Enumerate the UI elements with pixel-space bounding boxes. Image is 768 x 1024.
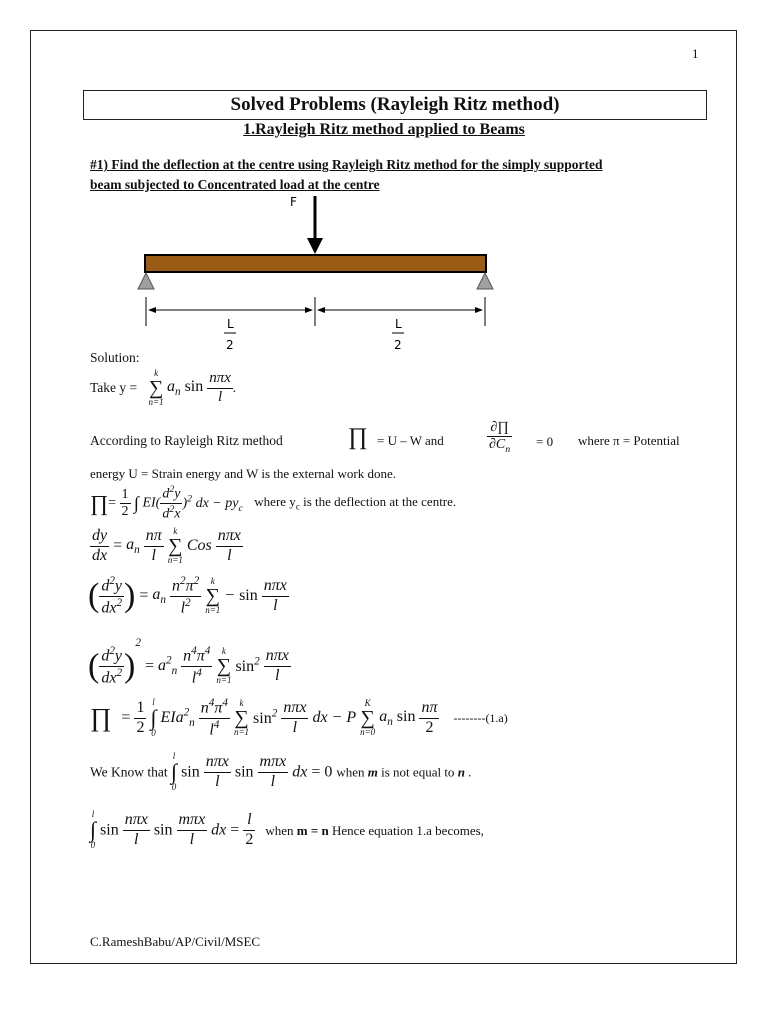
load-arrow-head bbox=[307, 238, 323, 254]
total-potential-symbol: ∏ bbox=[348, 424, 368, 450]
section-heading: 1.Rayleigh Ritz method applied to Beams bbox=[243, 121, 525, 138]
page-number: 1 bbox=[692, 46, 699, 61]
right-span-numerator: L bbox=[395, 317, 402, 331]
left-dim-arrow-l bbox=[148, 307, 156, 313]
left-dim-arrow-r bbox=[305, 307, 313, 313]
according-text: According to Rayleigh Ritz method bbox=[90, 433, 283, 448]
second-derivative-squared-equation: ( $\frac{d^2y}{dx^2}$ )$^2 = a^2_n$ $\frac{n^4\pi^4}{l^4}$ k ∑ n=1 $\sin^2$ $\frac{\text{nπx}}{l}$ bbox=[88, 637, 289, 687]
equation-tag: --------(1.a) bbox=[453, 710, 508, 725]
stationary-condition-row bbox=[90, 420, 710, 460]
left-pin-support bbox=[138, 273, 154, 289]
partial-derivative: ∂∏ $\partial C_n$ bbox=[489, 420, 511, 455]
right-span-denominator: 2 bbox=[394, 338, 402, 352]
problem-statement-line-1: #1) Find the deflection at the centre using Rayleigh Ritz method for the simply supported bbox=[90, 157, 603, 172]
orthogonality-integral-1: l ∫ 0 sin $\frac{\text{nπx}}{l}$ sin $\frac{\text{mπx}}{l}$ dx = 0 bbox=[171, 751, 333, 792]
left-span-numerator: L bbox=[227, 317, 234, 331]
problem-statement-line-2: beam subjected to Concentrated load at the centre bbox=[90, 177, 380, 192]
equals-zero: = 0 bbox=[536, 434, 554, 449]
right-dim-arrow-r bbox=[475, 307, 483, 313]
orthogonality-row-1 bbox=[90, 752, 471, 792]
solution-label: Solution: bbox=[90, 350, 140, 365]
trial-function-equation: k ∑ n=1 $a_n$ sin $\frac{\text{nπx}}{l}$ . bbox=[148, 368, 237, 407]
first-derivative-equation: $\frac{dy}{dx}$ = $a_n$ $\frac{n\pi}{l}$ k ∑ n=1 Cos $\frac{\text{nπx}}{l}$ bbox=[92, 526, 241, 565]
orthogonality-row-2 bbox=[90, 810, 484, 850]
load-label: F bbox=[290, 195, 297, 209]
potential-energy-equation-1a: ∏ = $\frac{1}{2}$ l ∫ 0 EIa$^2_n$ $\frac{n^4\pi^4}{l^4}$ k ∑ n=1 $\sin^2$ $\frac{\text{nπx}}{l}$ dx − P K ∑ n=0 $a_n$ sin $\frac{n\pi}{2}$ --------(1.a) bbox=[90, 697, 508, 739]
document-title: Solved Problems (Rayleigh Ritz method) bbox=[230, 94, 560, 115]
beam bbox=[145, 255, 486, 272]
trial-function-row bbox=[90, 369, 236, 407]
footer-author: C.RameshBabu/AP/Civil/MSEC bbox=[90, 934, 261, 949]
take-y-label: Take y = bbox=[90, 380, 138, 395]
u-minus-w: = U – W and bbox=[377, 433, 444, 448]
orthogonality-integral-2: l ∫ 0 sin $\frac{\text{nπx}}{l}$ sin $\frac{\text{mπx}}{l}$ dx = $\frac{l}{2}$ bbox=[90, 809, 254, 850]
left-span-denominator: 2 bbox=[226, 338, 234, 352]
second-derivative-equation: ( $\frac{d^2y}{dx^2}$ ) = $a_n$ $\frac{n^2\pi^2}{l^2}$ k ∑ n=1 − sin $\frac{\text{nπx}}{l}$ bbox=[88, 575, 287, 617]
we-know-label: We Know that bbox=[90, 764, 168, 780]
right-pin-support bbox=[477, 273, 493, 289]
equal-condition: when m = n Hence equation 1.a becomes, bbox=[265, 822, 484, 838]
beam-diagram bbox=[0, 0, 768, 360]
total-potential-expression: ∏= $\frac{1}{2}$ ∫ EI( $\frac{d^2y}{d^2x}$ )$^2$ dx − $py_c$ where $y_c$ is the deflection at the centre. bbox=[90, 484, 457, 522]
not-equal-condition: when m is not equal to n . bbox=[336, 764, 472, 780]
energy-definition-line: energy U = Strain energy and W is the external work done. bbox=[90, 466, 397, 481]
right-dim-arrow-l bbox=[317, 307, 325, 313]
centre-deflection-note: where $y_c$ is the deflection at the centre. bbox=[254, 494, 457, 513]
potential-energy-note: where π = Potential bbox=[578, 433, 680, 448]
